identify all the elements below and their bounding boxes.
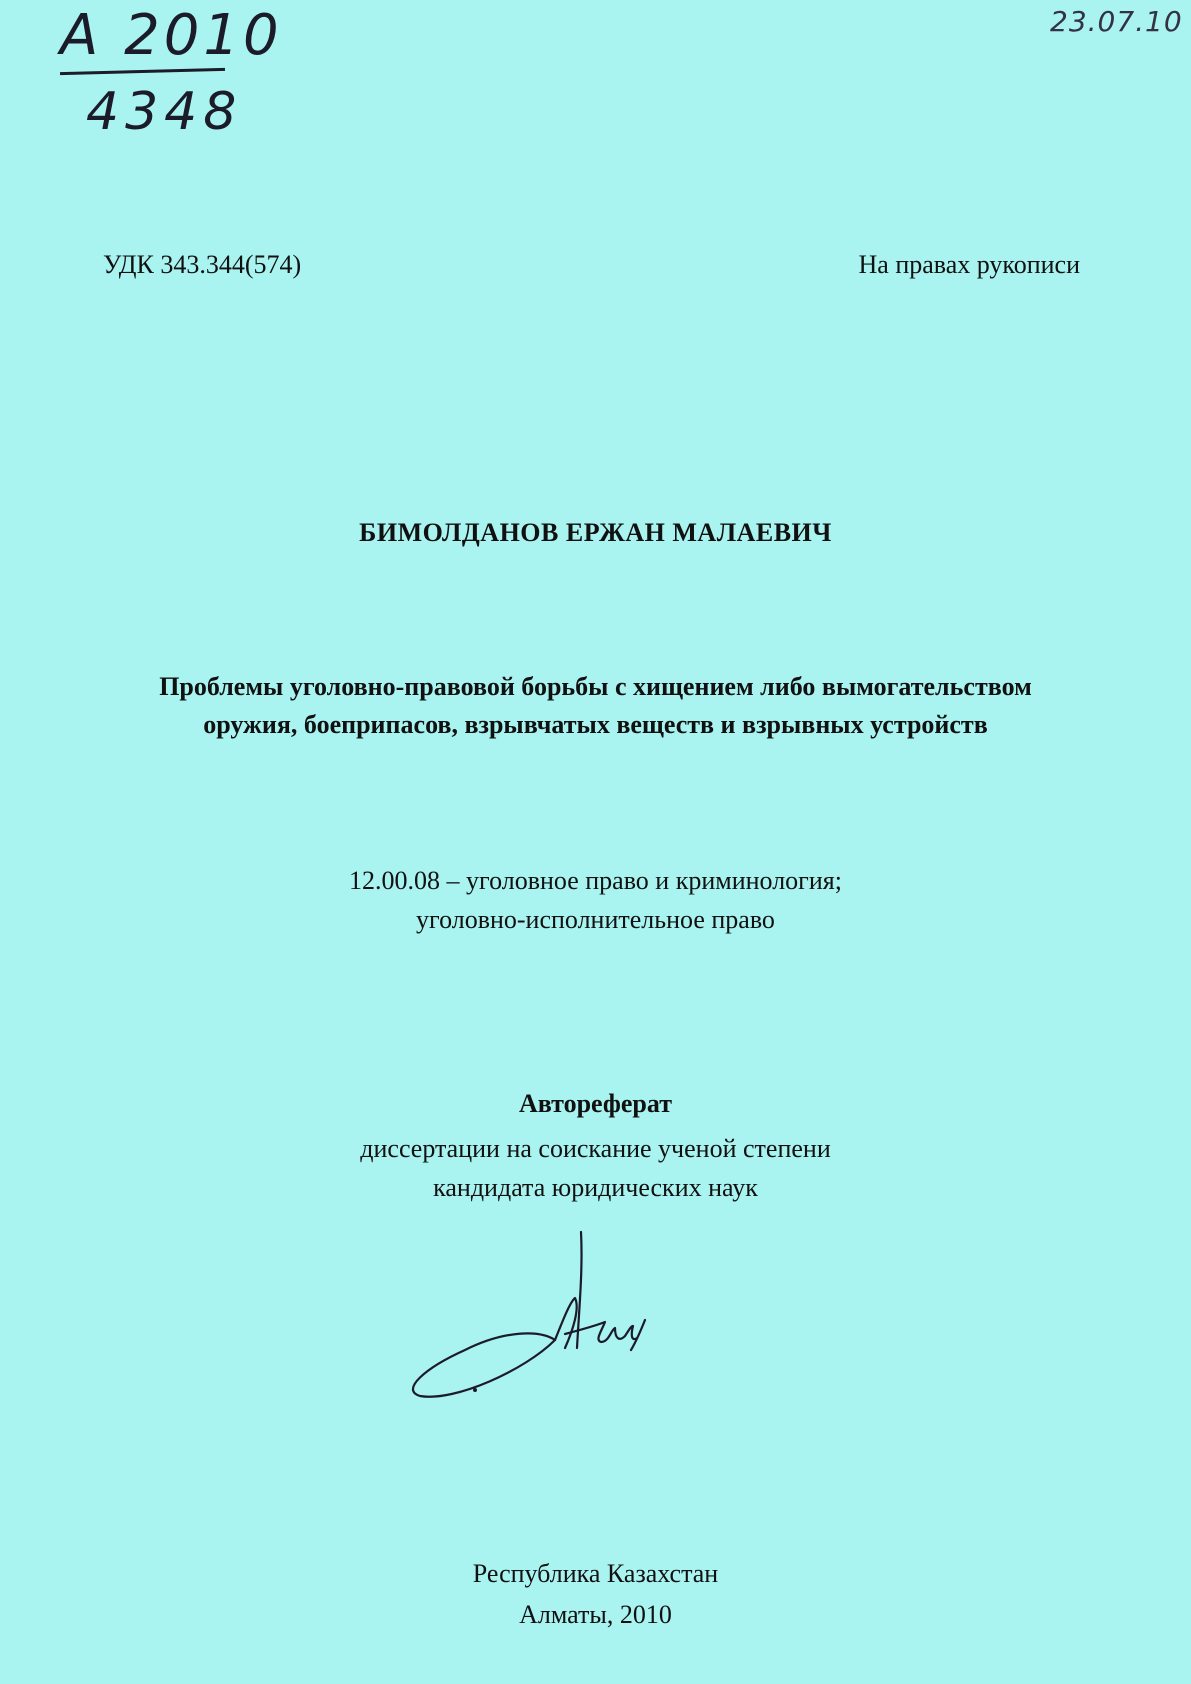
handwritten-date: 23.07.10 — [1050, 5, 1183, 38]
udk-code: УДК 343.344(574) — [103, 250, 302, 279]
publication-place — [0, 1553, 1191, 1635]
specialty-line-2: уголовно-исполнительное право — [416, 905, 775, 934]
title-line-1: Проблемы уголовно-правовой борьбы с хищением либо вымогательством — [159, 672, 1032, 701]
title-line-2: оружия, боеприпасов, взрывчатых веществ и взрывных устройств — [203, 710, 988, 739]
specialty-line-1: 12.00.08 – уголовное право и криминология; — [349, 866, 842, 895]
specialty-code — [0, 861, 1191, 939]
archive-code-bottom: 4348 — [86, 82, 243, 142]
manuscript-rights: На правах рукописи — [858, 250, 1080, 279]
archive-code-divider — [60, 68, 225, 75]
abstract-line-2: кандидата юридических наук — [433, 1173, 758, 1202]
archive-code-top: A 2010 — [60, 3, 283, 68]
abstract-line-1: диссертации на соискание ученой степени — [360, 1134, 831, 1163]
signature-icon — [405, 1230, 705, 1400]
dissertation-title — [0, 668, 1191, 744]
abstract-heading: Автореферат — [518, 1089, 672, 1118]
abstract-description — [0, 1129, 1191, 1207]
author-name: БИМОЛДАНОВ ЕРЖАН МАЛАЕВИЧ — [359, 518, 832, 547]
place-city-year: Алматы, 2010 — [519, 1600, 672, 1629]
place-country: Республика Казахстан — [472, 1559, 719, 1588]
